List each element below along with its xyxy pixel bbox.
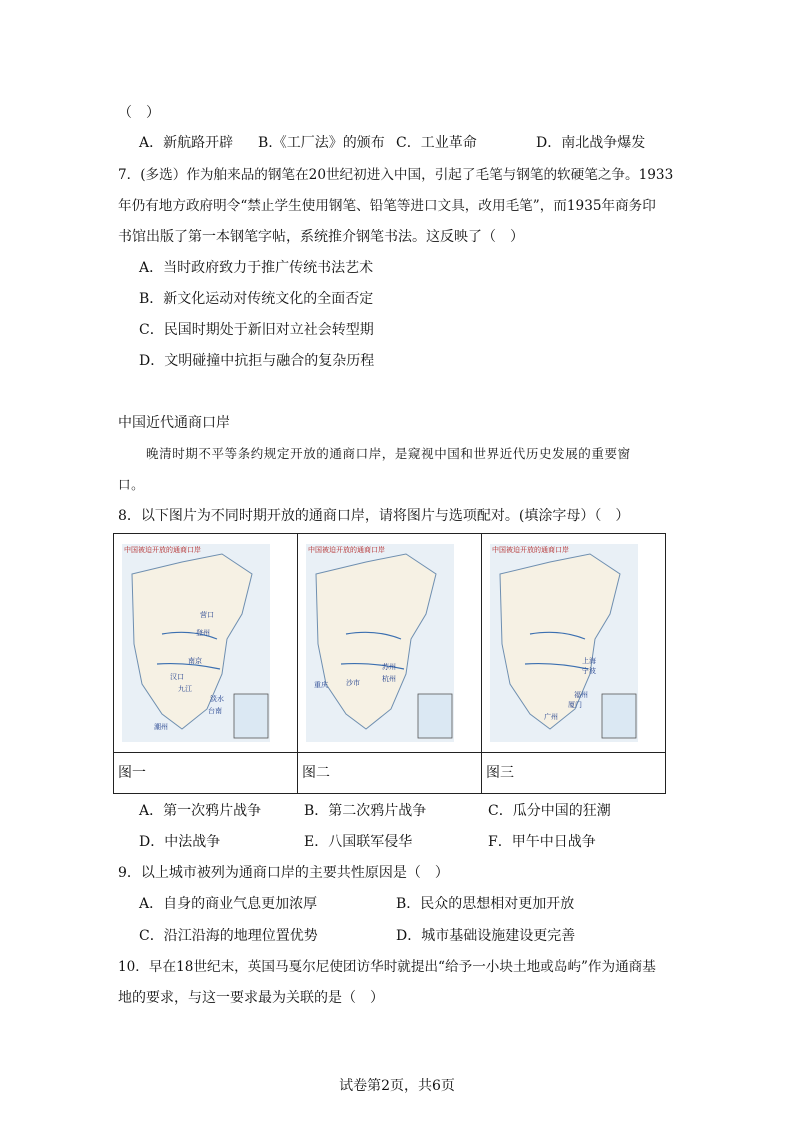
city-label: 沙市 xyxy=(346,679,360,687)
q7-line-3: 书馆出版了第一本钢笔字帖，系统推介钢笔书法。这反映了（ ） xyxy=(118,229,524,245)
city-label: 营口 xyxy=(200,611,214,619)
q8-option-f: F．甲午中日战争 xyxy=(488,834,596,850)
q9-stem: 9．以上城市被列为通商口岸的主要共性原因是（ ） xyxy=(118,865,449,881)
map-image-2 xyxy=(306,544,454,742)
q8-option-b: B．第二次鸦片战争 xyxy=(304,803,427,819)
city-label: 苏州 xyxy=(382,663,396,671)
q9-option-d: D．城市基础设施建设更完善 xyxy=(396,928,576,944)
section-title: 中国近代通商口岸 xyxy=(118,415,230,431)
q10-line-1: 10．早在18世纪末，英国马戛尔尼使团访华时就提出“给予一小块土地或岛屿”作为通商基 xyxy=(118,959,656,975)
q6-option-a: A．新航路开辟 xyxy=(139,135,234,151)
map-header-2: 中国被迫开放的通商口岸 xyxy=(308,546,385,554)
map-table xyxy=(113,533,666,794)
map-caption-cell-1 xyxy=(114,753,298,794)
map-header-1: 中国被迫开放的通商口岸 xyxy=(124,546,201,554)
q6-option-d: D．南北战争爆发 xyxy=(536,135,646,151)
q8-stem: 8．以下图片为不同时期开放的通商口岸，请将图片与选项配对。(填涂字母）（ ） xyxy=(118,508,630,524)
q10-line-2: 地的要求，与这一要求最为关联的是（ ） xyxy=(118,990,384,1006)
city-label: 上海 xyxy=(582,657,596,665)
city-label: 淡水 xyxy=(210,695,224,703)
city-label: 杭州 xyxy=(382,675,396,683)
q7-option-b: B．新文化运动对传统文化的全面否定 xyxy=(139,291,374,307)
q9-option-c: C．沿江沿海的地理位置优势 xyxy=(139,928,318,944)
city-label: 重庆 xyxy=(314,681,328,689)
q6-option-c: C．工业革命 xyxy=(396,135,477,151)
q6-paren: （ ） xyxy=(118,105,160,121)
q8-option-d: D．中法战争 xyxy=(139,834,221,850)
q7-option-c: C．民国时期处于新旧对立社会转型期 xyxy=(139,322,374,338)
q8-option-c: C．瓜分中国的狂潮 xyxy=(488,803,611,819)
intro-line-2: 口。 xyxy=(118,477,145,492)
map-caption-3: 图三 xyxy=(486,765,514,781)
q8-option-e: E．八国联军侵华 xyxy=(304,834,413,850)
q7-option-a: A．当时政府致力于推广传统书法艺术 xyxy=(139,260,374,276)
china-map-2 xyxy=(306,544,454,742)
map-cell-2 xyxy=(298,534,482,753)
city-label: 福州 xyxy=(574,691,588,699)
page-footer: 试卷第2页，共6页 xyxy=(339,1078,455,1094)
map-caption-cell-3 xyxy=(482,753,666,794)
map-header-3: 中国被迫开放的通商口岸 xyxy=(492,546,569,554)
city-label: 厦门 xyxy=(568,701,582,709)
map-cell-1 xyxy=(114,534,298,753)
map-image-1 xyxy=(122,544,270,742)
q6-option-b: B.《工厂法》的颁布 xyxy=(258,135,385,151)
city-label: 汉口 xyxy=(170,673,184,681)
china-map-3 xyxy=(490,544,638,742)
china-map-1 xyxy=(122,544,270,742)
map-caption-1: 图一 xyxy=(118,765,146,781)
q7-option-d: D．文明碰撞中抗拒与融合的复杂历程 xyxy=(139,353,375,369)
city-label: 南京 xyxy=(188,657,202,665)
map-image-3 xyxy=(490,544,638,742)
map-caption-cell-2 xyxy=(298,753,482,794)
q7-line-2: 年仍有地方政府明令“禁止学生使用钢笔、铅笔等进口文具，改用毛笔”，而1935年商务印 xyxy=(118,198,656,214)
city-label: 宁波 xyxy=(582,667,596,675)
q7-line-1: 7．(多选）作为舶来品的钢笔在20世纪初进入中国，引起了毛笔与钢笔的软硬笔之争。1933 xyxy=(118,167,674,183)
map-cell-3 xyxy=(482,534,666,753)
q8-option-a: A．第一次鸦片战争 xyxy=(139,803,262,819)
map-caption-2: 图二 xyxy=(302,765,330,781)
intro-line-1: 晚清时期不平等条约规定开放的通商口岸，是窥视中国和世界近代历史发展的重要窗 xyxy=(146,446,631,461)
q9-option-a: A．自身的商业气息更加浓厚 xyxy=(139,896,318,912)
city-label: 广州 xyxy=(544,713,558,721)
city-label: 台南 xyxy=(208,707,222,715)
city-label: 九江 xyxy=(178,685,192,693)
city-label: 登州 xyxy=(196,629,210,637)
city-label: 潮州 xyxy=(154,723,168,731)
q9-option-b: B．民众的思想相对更加开放 xyxy=(396,896,575,912)
